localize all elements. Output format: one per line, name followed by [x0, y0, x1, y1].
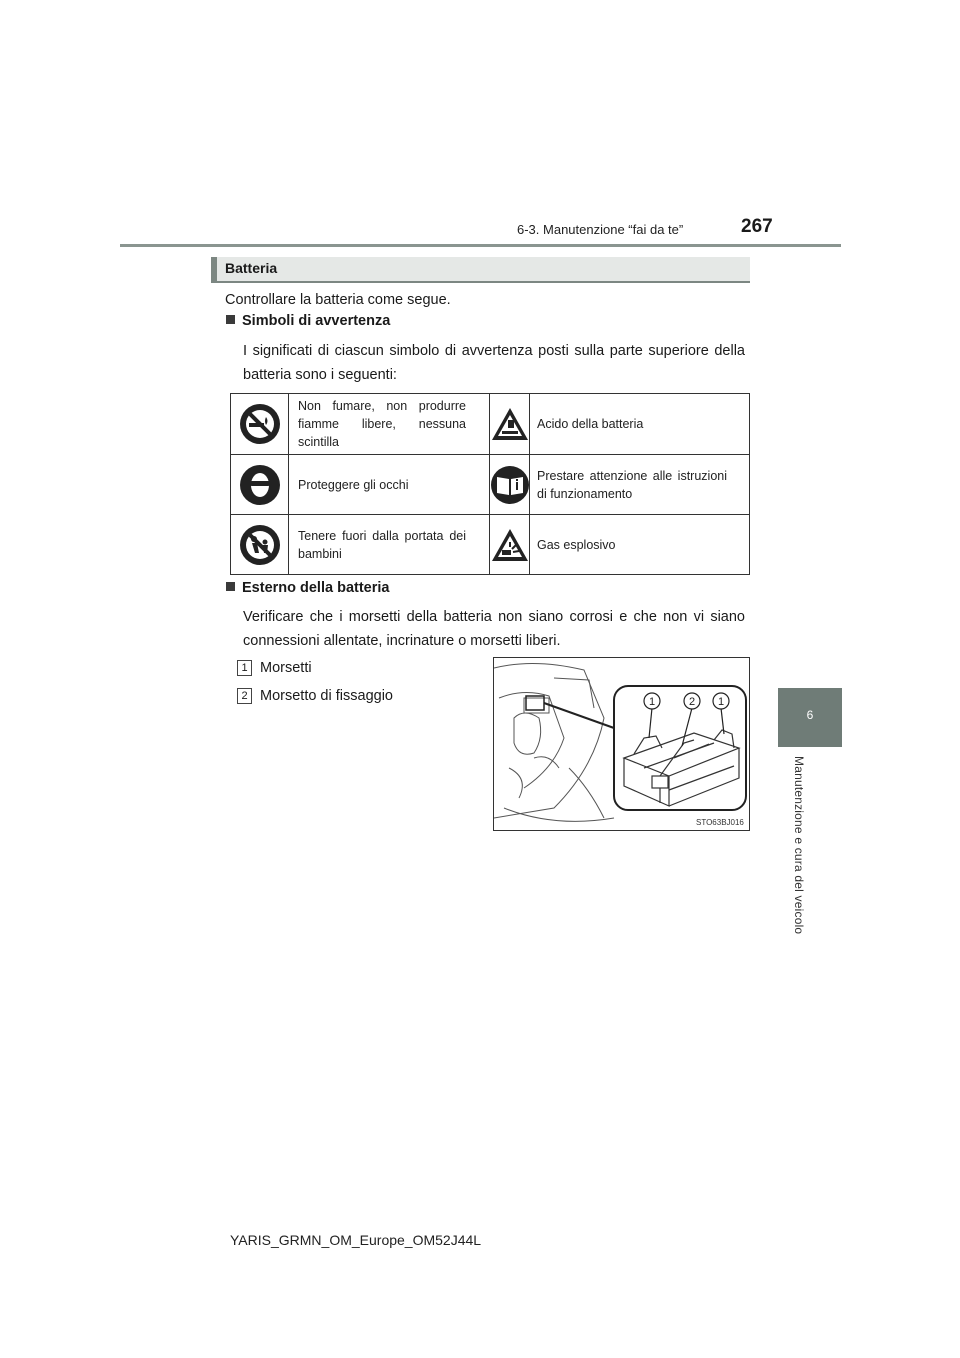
warning-label-eye-protection: Proteggere gli occhi — [298, 477, 409, 492]
keep-away-children-icon — [231, 515, 289, 574]
explosive-gas-icon — [490, 515, 530, 574]
legend-label: Morsetti — [260, 660, 312, 676]
legend-number: 1 — [237, 660, 252, 676]
battery-exterior-description: Verificare che i morsetti della batteria non siano corrosi e che non vi siano connessioni allentate, incrinature o morsetti liberi. — [243, 609, 745, 649]
battery-exterior-heading — [226, 580, 389, 596]
legend-item — [237, 684, 393, 708]
warning-label-read-instructions: Prestare attenzione alle istruzioni di funzionamento — [537, 468, 727, 501]
warning-label-no-smoking: Non fumare, non produrre fiamme libere, nessuna scintilla — [298, 399, 466, 449]
figure-callout: 2 — [688, 696, 696, 708]
warning-label-explosive-gas: Gas esplosivo — [537, 537, 616, 552]
section-intro: Controllare la batteria come segue. — [225, 292, 451, 308]
document-footer: YARIS_GRMN_OM_Europe_OM52J44L — [230, 1232, 482, 1248]
battery-exterior-heading-text: Esterno della batteria — [242, 580, 390, 596]
warning-label-keep-away-children: Tenere fuori dalla portata dei bambini — [298, 528, 466, 561]
legend-label: Morsetto di fissaggio — [260, 688, 393, 704]
figure-callout: 1 — [717, 696, 725, 708]
legend-number: 2 — [237, 688, 252, 704]
battery-acid-icon — [490, 394, 530, 454]
section-breadcrumb: 6-3. Manutenzione “fai da te” — [517, 222, 684, 237]
bullet-square-icon — [226, 582, 235, 591]
header-divider — [120, 244, 841, 247]
legend-item — [237, 656, 312, 680]
chapter-tab-number: 6 — [806, 708, 814, 722]
figure-code: STO63BJ016 — [696, 818, 744, 827]
no-smoking-icon — [231, 394, 289, 454]
section-title-accent — [211, 257, 217, 283]
warning-symbols-description: I significati di ciascun simbolo di avvertenza posti sulla parte superiore della batteria sono i seguenti: — [243, 343, 745, 383]
section-title-bar — [211, 257, 750, 283]
battery-illustration — [493, 657, 750, 831]
section-title: Batteria — [225, 260, 278, 276]
read-instructions-icon — [490, 455, 530, 514]
figure-callout: 1 — [648, 696, 656, 708]
bullet-square-icon — [226, 315, 235, 324]
warning-symbols-heading-text: Simboli di avvertenza — [242, 313, 391, 329]
warning-label-battery-acid: Acido della batteria — [537, 417, 644, 431]
chapter-tab-label: Manutenzione e cura del veicolo — [792, 756, 806, 935]
eye-protection-icon — [231, 455, 289, 514]
warning-symbols-heading — [226, 313, 390, 329]
warning-symbols-table — [230, 393, 750, 575]
page-number: 267 — [741, 216, 773, 237]
